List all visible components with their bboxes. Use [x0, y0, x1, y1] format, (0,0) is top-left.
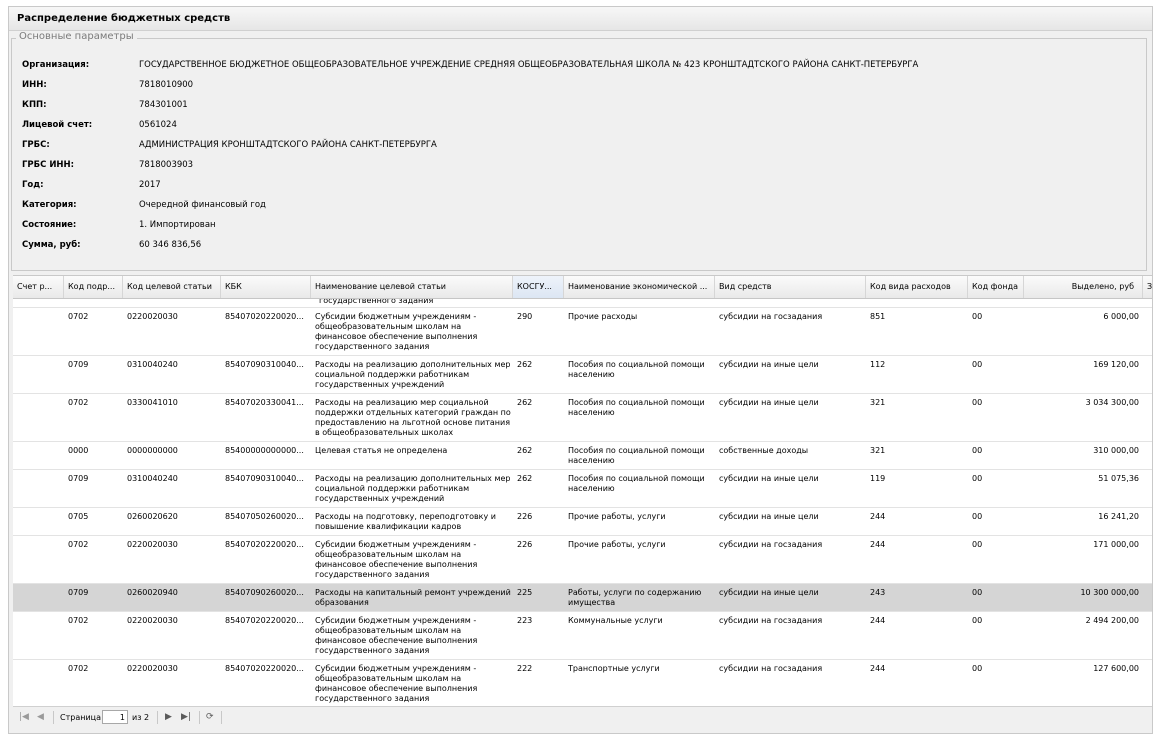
- column-header[interactable]: З: [1143, 276, 1153, 298]
- cell-expense-code: 119: [870, 474, 886, 483]
- cell-funds-kind: собственные доходы: [719, 446, 809, 455]
- cell-fund-code: 00: [972, 540, 983, 549]
- cell-expense-code: 244: [870, 540, 886, 549]
- cell-name: Расходы на реализацию мер социальной поддержки отдельных категорий граждан по предоставлению на льготной основе питания в общеобразовательных школах: [315, 398, 511, 437]
- grid-body: [13, 299, 1153, 706]
- param-value: 1. Импортирован: [139, 220, 216, 230]
- cell-fund-code: 00: [972, 664, 983, 673]
- grid-header: [13, 276, 1153, 299]
- cell-kosgu: 226: [517, 540, 533, 549]
- pager-separator: [157, 711, 158, 724]
- cell-expense-code: 244: [870, 512, 886, 521]
- cell-name: государственного задания: [319, 299, 434, 305]
- cell-econ-name: Прочие работы, услуги: [568, 540, 666, 549]
- cell-amount: 310 000,00: [1093, 446, 1139, 455]
- pager-separator: [221, 711, 222, 724]
- cell-division-code: 0702: [68, 616, 89, 625]
- cell-funds-kind: субсидии на госзадания: [719, 540, 823, 549]
- column-header[interactable]: Вид средств: [715, 276, 866, 298]
- column-header[interactable]: Код вида расходов: [866, 276, 968, 298]
- refresh-icon[interactable]: ⟳: [206, 712, 214, 722]
- column-header[interactable]: КБК: [221, 276, 311, 298]
- cell-expense-code: 112: [870, 360, 886, 369]
- cell-kosgu: 262: [517, 360, 533, 369]
- cell-amount: 169 120,00: [1093, 360, 1139, 369]
- cell-econ-name: Транспортные услуги: [568, 664, 660, 673]
- cell-kosgu: 262: [517, 474, 533, 483]
- paging-toolbar: [13, 706, 1153, 729]
- table-row[interactable]: [13, 394, 1153, 442]
- cell-funds-kind: субсидии на госзадания: [719, 312, 823, 321]
- param-label: ГРБС ИНН:: [22, 160, 75, 170]
- cell-target-code: 0260020620: [127, 512, 178, 521]
- table-row[interactable]: [13, 442, 1153, 470]
- cell-name: Субсидии бюджетным учреждениям - общеобразовательным школам на финансовое обеспечение выполнения государственного задания: [315, 312, 478, 351]
- table-row[interactable]: [13, 612, 1153, 660]
- cell-kbk: 85407020220020...: [225, 664, 304, 673]
- column-header[interactable]: Код подр...: [64, 276, 123, 298]
- cell-funds-kind: субсидии на иные цели: [719, 474, 819, 483]
- cell-econ-name: Пособия по социальной помощи населению: [568, 360, 705, 379]
- cell-kbk: 85407020220020...: [225, 312, 304, 321]
- cell-target-code: 0000000000: [127, 446, 178, 455]
- page-label: Страница: [60, 713, 102, 722]
- cell-funds-kind: субсидии на госзадания: [719, 616, 823, 625]
- table-row[interactable]: [13, 536, 1153, 584]
- prev-page-icon[interactable]: ◀: [37, 712, 44, 722]
- table-row[interactable]: [13, 584, 1153, 612]
- cell-econ-name: Коммунальные услуги: [568, 616, 663, 625]
- cell-kosgu: 226: [517, 512, 533, 521]
- cell-division-code: 0709: [68, 360, 89, 369]
- cell-division-code: 0702: [68, 312, 89, 321]
- budget-distribution-panel: [8, 6, 1153, 734]
- param-value: ГОСУДАРСТВЕННОЕ БЮДЖЕТНОЕ ОБЩЕОБРАЗОВАТЕЛЬНОЕ УЧРЕЖДЕНИЕ СРЕДНЯЯ ОБЩЕОБРАЗОВАТЕЛЬНАЯ ШКОЛА № 423 КРОНШТАДТСКОГО РАЙОНА САНКТ-ПЕТЕРБУРГА: [139, 60, 919, 70]
- cell-amount: 6 000,00: [1103, 312, 1139, 321]
- param-label: Организация:: [22, 60, 90, 70]
- panel-title: Распределение бюджетных средств: [9, 7, 1152, 31]
- cell-kbk: 85407090310040...: [225, 360, 304, 369]
- cell-amount: 3 034 300,00: [1085, 398, 1139, 407]
- cell-division-code: 0705: [68, 512, 89, 521]
- param-label: Состояние:: [22, 220, 77, 230]
- param-value: 0561024: [139, 120, 177, 130]
- main-params-fieldset: [11, 31, 1147, 271]
- cell-expense-code: 321: [870, 446, 886, 455]
- table-row[interactable]: [13, 308, 1153, 356]
- cell-econ-name: Пособия по социальной помощи населению: [568, 398, 705, 417]
- cell-fund-code: 00: [972, 474, 983, 483]
- cell-target-code: 0330041010: [127, 398, 178, 407]
- column-header[interactable]: Код целевой статьи: [123, 276, 221, 298]
- cell-name: Субсидии бюджетным учреждениям - общеобразовательным школам на финансовое обеспечение выполнения государственного задания: [315, 540, 478, 579]
- param-label: Лицевой счет:: [22, 120, 93, 130]
- cell-name: Субсидии бюджетным учреждениям - общеобразовательным школам на финансовое обеспечение выполнения государственного задания: [315, 664, 478, 703]
- cell-fund-code: 00: [972, 446, 983, 455]
- cell-kbk: 85407090310040...: [225, 474, 304, 483]
- cell-name: Субсидии бюджетным учреждениям - общеобразовательным школам на финансовое обеспечение выполнения государственного задания: [315, 616, 478, 655]
- cell-kosgu: 223: [517, 616, 533, 625]
- cell-division-code: 0702: [68, 398, 89, 407]
- cell-kbk: 85407020220020...: [225, 616, 304, 625]
- cell-target-code: 0220020030: [127, 664, 178, 673]
- param-value: АДМИНИСТРАЦИЯ КРОНШТАДТСКОГО РАЙОНА САНКТ-ПЕТЕРБУРГА: [139, 140, 437, 150]
- cell-fund-code: 00: [972, 312, 983, 321]
- cell-fund-code: 00: [972, 512, 983, 521]
- cell-amount: 10 300 000,00: [1080, 588, 1139, 597]
- cell-division-code: 0000: [68, 446, 89, 455]
- column-header[interactable]: Код фонда: [968, 276, 1024, 298]
- cell-target-code: 0260020940: [127, 588, 178, 597]
- param-label: Категория:: [22, 200, 77, 210]
- cell-division-code: 0709: [68, 588, 89, 597]
- cell-econ-name: Прочие расходы: [568, 312, 638, 321]
- column-header[interactable]: Выделено, руб: [1024, 276, 1143, 298]
- param-label: Год:: [22, 180, 44, 190]
- table-row[interactable]: [13, 660, 1153, 706]
- cell-kosgu: 290: [517, 312, 533, 321]
- cell-expense-code: 244: [870, 664, 886, 673]
- param-label: ИНН:: [22, 80, 47, 90]
- cell-funds-kind: субсидии на иные цели: [719, 360, 819, 369]
- table-row[interactable]: [13, 470, 1153, 508]
- cell-name: Расходы на капитальный ремонт учреждений образования: [315, 588, 511, 607]
- param-label: Сумма, руб:: [22, 240, 81, 250]
- cell-target-code: 0220020030: [127, 616, 178, 625]
- cell-target-code: 0310040240: [127, 360, 178, 369]
- cell-kbk: 85400000000000...: [225, 446, 304, 455]
- cell-funds-kind: субсидии на иные цели: [719, 588, 819, 597]
- cell-econ-name: Работы, услуги по содержанию имущества: [568, 588, 702, 607]
- cell-econ-name: Пособия по социальной помощи населению: [568, 474, 705, 493]
- cell-kosgu: 225: [517, 588, 533, 597]
- cell-expense-code: 321: [870, 398, 886, 407]
- allocations-grid: [13, 275, 1153, 706]
- cell-amount: 16 241,20: [1098, 512, 1139, 521]
- page-number-input[interactable]: [102, 710, 128, 724]
- cell-division-code: 0702: [68, 664, 89, 673]
- param-value: 60 346 836,56: [139, 240, 202, 250]
- param-value: 2017: [139, 180, 161, 190]
- cell-expense-code: 851: [870, 312, 886, 321]
- cell-funds-kind: субсидии на иные цели: [719, 512, 819, 521]
- cell-kbk: 85407090260020...: [225, 588, 304, 597]
- cell-fund-code: 00: [972, 360, 983, 369]
- cell-kbk: 85407020330041...: [225, 398, 304, 407]
- cell-name: Расходы на реализацию дополнительных мер социальной поддержки работникам государственных учреждений: [315, 474, 511, 503]
- cell-kosgu: 262: [517, 446, 533, 455]
- first-page-icon[interactable]: |◀: [19, 712, 29, 722]
- cell-kbk: 85407020220020...: [225, 540, 304, 549]
- table-row[interactable]: [13, 356, 1153, 394]
- cell-amount: 2 494 200,00: [1085, 616, 1139, 625]
- column-header[interactable]: Наименование целевой статьи: [311, 276, 513, 298]
- cell-amount: 51 075,36: [1098, 474, 1139, 483]
- cell-econ-name: Прочие работы, услуги: [568, 512, 666, 521]
- next-page-icon[interactable]: ▶: [165, 712, 172, 722]
- cell-division-code: 0702: [68, 540, 89, 549]
- cell-name: Расходы на реализацию дополнительных мер социальной поддержки работникам государственных учреждений: [315, 360, 511, 389]
- cell-expense-code: 244: [870, 616, 886, 625]
- cell-econ-name: Пособия по социальной помощи населению: [568, 446, 705, 465]
- table-row-partial[interactable]: [13, 299, 1153, 308]
- pager-separator: [199, 711, 200, 724]
- cell-name: Целевая статья не определена: [315, 446, 448, 455]
- column-header[interactable]: КОСГУ...: [513, 276, 564, 298]
- cell-target-code: 0220020030: [127, 312, 178, 321]
- column-header[interactable]: Счет р...: [13, 276, 64, 298]
- cell-amount: 171 000,00: [1093, 540, 1139, 549]
- column-header[interactable]: Наименование экономической ...: [564, 276, 715, 298]
- cell-kbk: 85407050260020...: [225, 512, 304, 521]
- cell-target-code: 0310040240: [127, 474, 178, 483]
- table-row[interactable]: [13, 508, 1153, 536]
- cell-funds-kind: субсидии на госзадания: [719, 664, 823, 673]
- cell-name: Расходы на подготовку, переподготовку и повышение квалификации кадров: [315, 512, 496, 531]
- page-count: из 2: [132, 713, 150, 722]
- param-value: 7818003903: [139, 160, 194, 170]
- cell-funds-kind: субсидии на иные цели: [719, 398, 819, 407]
- cell-fund-code: 00: [972, 398, 983, 407]
- last-page-icon[interactable]: ▶|: [181, 712, 191, 722]
- cell-expense-code: 243: [870, 588, 886, 597]
- cell-kosgu: 262: [517, 398, 533, 407]
- cell-division-code: 0709: [68, 474, 89, 483]
- fieldset-legend: Основные параметры: [16, 31, 137, 42]
- cell-kosgu: 222: [517, 664, 533, 673]
- param-value: 784301001: [139, 100, 188, 110]
- cell-fund-code: 00: [972, 588, 983, 597]
- param-value: 7818010900: [139, 80, 194, 90]
- param-value: Очередной финансовый год: [139, 200, 266, 210]
- cell-target-code: 0220020030: [127, 540, 178, 549]
- param-label: КПП:: [22, 100, 47, 110]
- param-label: ГРБС:: [22, 140, 50, 150]
- cell-fund-code: 00: [972, 616, 983, 625]
- cell-amount: 127 600,00: [1093, 664, 1139, 673]
- pager-separator: [53, 711, 54, 724]
